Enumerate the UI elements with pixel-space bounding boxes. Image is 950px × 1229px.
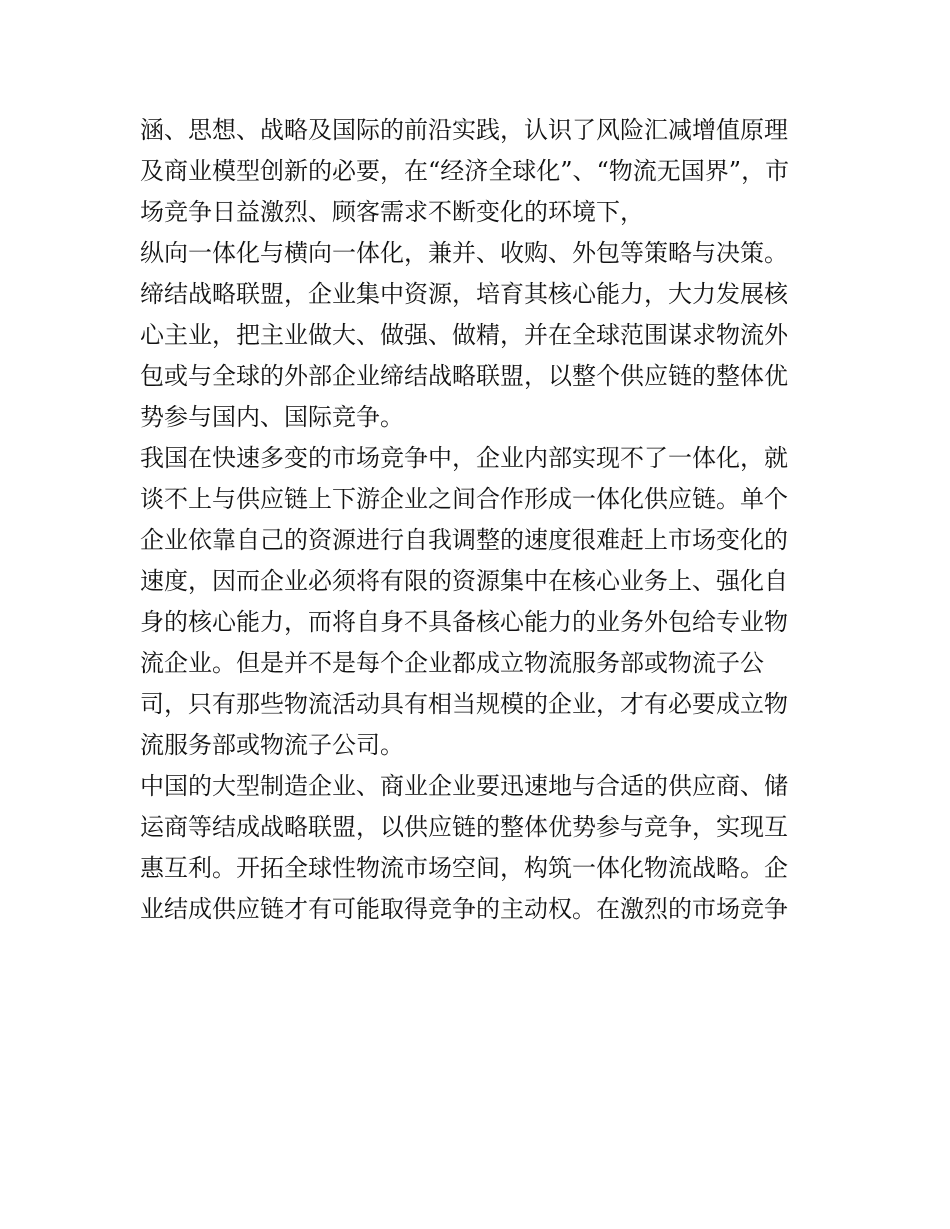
body-text: [140, 110, 820, 930]
text-line: 势参与国内、国际竞争。: [140, 403, 404, 431]
text-line: 涵、思想、战略及国际的前沿实践，认识了风险汇减增值原理: [140, 116, 788, 144]
text-line: 流服务部或物流子公司。: [140, 731, 404, 759]
text-line: 身的核心能力，而将自身不具备核心能力的业务外包给专业物: [140, 608, 788, 636]
text-line: 流企业。但是并不是每个企业都成立物流服务部或物流子公: [140, 649, 764, 677]
text-line: 包或与全球的外部企业缔结战略联盟，以整个供应链的整体优: [140, 362, 788, 390]
text-line: 缔结战略联盟，企业集中资源，培育其核心能力，大力发展核: [140, 280, 788, 308]
text-line: 司，只有那些物流活动具有相当规模的企业，才有必要成立物: [140, 690, 788, 718]
text-line: 中国的大型制造企业、商业企业要迅速地与合适的供应商、储: [140, 772, 788, 800]
text-line: 纵向一体化与横向一体化，兼并、收购、外包等策略与决策。: [140, 239, 788, 267]
text-line: 我国在快速多变的市场竞争中，企业内部实现不了一体化，就: [140, 444, 788, 472]
text-line: 速度，因而企业必须将有限的资源集中在核心业务上、强化自: [140, 567, 788, 595]
text-line: 及商业模型创新的必要，在“经济全球化”、“物流无国界”，市: [140, 157, 790, 185]
text-line: 场竞争日益激烈、顾客需求不断变化的环境下，: [140, 198, 644, 226]
text-line: 谈不上与供应链上下游企业之间合作形成一体化供应链。单个: [140, 485, 788, 513]
text-line: 心主业，把主业做大、做强、做精，并在全球范围谋求物流外: [140, 321, 788, 349]
text-line: 业结成供应链才有可能取得竞争的主动权。在激烈的市场竞争: [140, 895, 788, 923]
text-line: 惠互利。开拓全球性物流市场空间，构筑一体化物流战略。企: [140, 854, 788, 882]
text-line: 运商等结成战略联盟，以供应链的整体优势参与竞争，实现互: [140, 813, 788, 841]
text-line: 企业依靠自己的资源进行自我调整的速度很难赶上市场变化的: [140, 526, 788, 554]
